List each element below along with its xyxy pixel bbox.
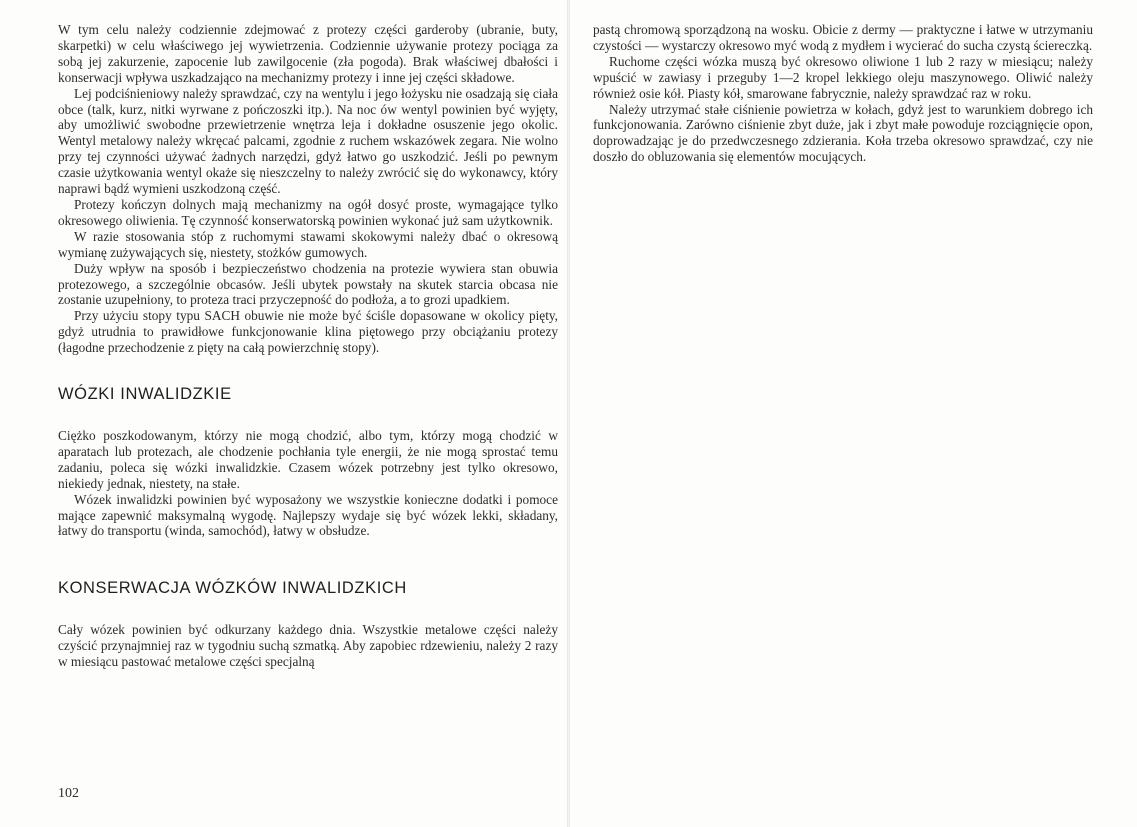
body-paragraph: Należy utrzymać stałe ciśnienie powietrza w kołach, gdyż jest to warunkiem dobrego ich funkcjonowania. Zarówno ciśnienie zbyt duże, jak i zbyt małe powoduje rozciągnięcie opon, doprowadzając je do przedwczesnego zdzierania. Koła trzeba okresowo sprawdzać, czy nie doszło do obluzowania się elementów mocujących. <box>593 101 1093 165</box>
body-paragraph: Lej podciśnieniowy należy sprawdzać, czy na wentylu i jego łożysku nie osadzają się ciała obce (talk, kurz, nitki wyrwane z pończoszki itp.). Na noc ów wentyl powinien być wyjęty, aby umożliwić swobodne przewietrzenie wnętrza leja i dokładne osuszenie jego okolic. Wentyl metalowy należy wkręcać palcami, zgodnie z ruchem wskazówek zegara. Nie wolno przy tej czynności używać żadnych narzędzi, gdyż łatwo go uszkodzić. Jeśli po pewnym czasie użytkowania wentyl okaże się nieszczelny to należy zwrócić się do wykonawcy, który naprawi bądź wymieni uszkodzoną część. <box>58 85 558 197</box>
right-page <box>569 0 1137 827</box>
body-paragraph: Protezy kończyn dolnych mają mechanizmy na ogół dosyć proste, wymagające tylko okresowego oliwienia. Tę czynność konserwatorską powinien wykonać już sam użytkownik. <box>58 196 558 228</box>
body-paragraph: Przy użyciu stopy typu SACH obuwie nie może być ściśle dopasowane w okolicy pięty, gdyż utrudnia to prawidłowe funkcjonowanie klina piętowego przy obciążaniu protezy (łagodne przechodzenie z pięty na całą powierzchnię stopy). <box>58 308 558 356</box>
body-paragraph: W tym celu należy codziennie zdejmować z protezy części garderoby (ubranie, buty, skarpetki) w celu właściwego jej wywietrzenia. Codziennie używanie protezy pociąga za sobą jej zakurzenie, zapocenie lub zawilgocenie (zła pogoda). Brak właściwej dbałości i konserwacji wpływa uszkadzająco na mechanizmy protezy i inne jej części składowe. <box>58 22 558 85</box>
body-paragraph: Cały wózek powinien być odkurzany każdego dnia. Wszystkie metalowe części należy czyścić przynajmniej raz w tygodniu suchą szmatką. Aby zapobiec rdzewieniu, należy 2 razy w miesiącu pastować metalowe części specjalną <box>58 622 558 670</box>
page-number: 102 <box>58 786 79 801</box>
body-paragraph: W razie stosowania stóp z ruchomymi stawami skokowymi należy dbać o okresową wymianę zużywających się, niestety, stożków gumowych. <box>58 228 558 260</box>
section-heading-konserwacja: KONSERWACJA WÓZKÓW INWALIDZKICH <box>58 579 407 598</box>
section-heading-wozki-inwalidzkie: WÓZKI INWALIDZKIE <box>58 385 232 404</box>
body-paragraph: Ciężko poszkodowanym, którzy nie mogą chodzić, albo tym, którzy mogą chodzić w aparatach lub protezach, ale chodzenie pochłania tyle energii, że nie mogą sprostać temu zadaniu, poleca się wózki inwalidzkie. Czasem wózek potrzebny jest tylko okresowo, niekiedy jednak, niestety, na stałe. <box>58 428 558 491</box>
right-page-content <box>593 22 1093 165</box>
body-paragraph: pastą chromową sporządzoną na wosku. Obicie z dermy — praktyczne i łatwe w utrzymaniu czystości — wystarczy okresowo myć wodą z mydłem i wycierać do sucha czystą ściereczką. <box>593 22 1093 53</box>
left-page <box>0 0 568 827</box>
body-paragraph: Wózek inwalidzki powinien być wyposażony we wszystkie konieczne dodatki i pomoce mające zapewnić maksymalną wygodę. Najlepszy wydaje się być wózek lekki, składany, łatwy do transportu (winda, samochód), łatwy w obsłudze. <box>58 491 558 539</box>
body-paragraph: Ruchome części wózka muszą być okresowo oliwione 1 lub 2 razy w miesiącu; należy wpuścić w zawiasy i przeguby 1—2 kropel lekkiego oleju maszynowego. Oliwić należy również osie kół. Piasty kół, smarowane fabrycznie, należy sprawdzać raz w roku. <box>593 53 1093 101</box>
body-paragraph: Duży wpływ na sposób i bezpieczeństwo chodzenia na protezie wywiera stan obuwia protezowego, a szczególnie obcasów. Jeśli ubytek powstały na skutek starcia obcasa nie zostanie uzupełniony, to proteza traci przyczepność do podłoża, a to grozi upadkiem. <box>58 260 558 308</box>
left-page-content <box>58 22 558 670</box>
